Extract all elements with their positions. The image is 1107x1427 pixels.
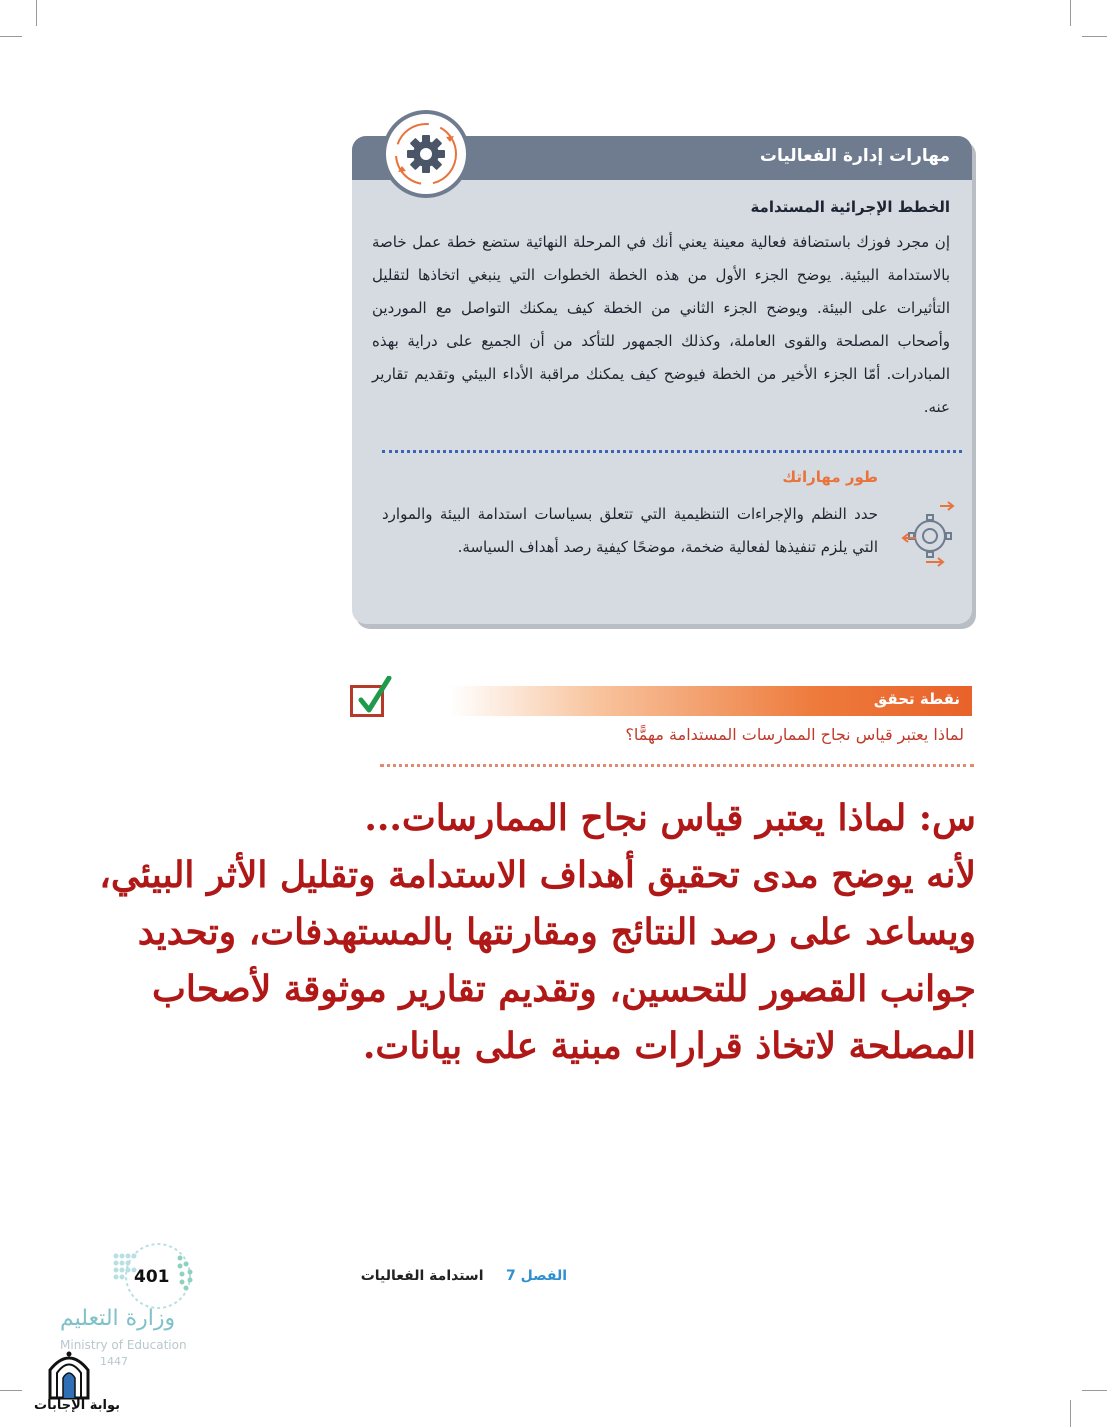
plan-title: الخطط الإجرائية المستدامة xyxy=(750,198,950,216)
answer-line: ويساعد على رصد النتائج ومقارنتها بالمستهدفات، وتحديد xyxy=(137,911,976,953)
crop-mark xyxy=(1070,0,1071,26)
plan-body: إن مجرد فوزك باستضافة فعالية معينة يعني أنك في المرحلة النهائية ستضع خطة عمل خاصة بالاستدامة البيئية. يوضح الجزء الأول من هذه الخطة الخطوات التي ينبغي اتخاذها لتقليل التأثيرات على البيئة. ويوضح الجزء الثاني من الخطة كيف يمكنك التواصل مع الموردين وأصحاب المصلحة والقوى العاملة، وكذلك الجمهور للتأكد من أن الجميع على دراية بهذه المبادرات. أمّا الجزء الأخير من الخطة فيوضح كيف يمكنك مراقبة الأداء البيئي وتقديم تقارير عنه. xyxy=(372,233,950,416)
chapter-name: استدامة الفعاليات xyxy=(360,1268,484,1284)
checkmark-icon xyxy=(350,685,384,717)
crop-mark xyxy=(0,36,22,37)
chapter-label: الفصل 7 xyxy=(505,1268,567,1284)
crop-mark xyxy=(1082,36,1107,37)
crop-mark xyxy=(0,1390,22,1391)
develop-skills-title: طور مهاراتك xyxy=(782,468,878,486)
ministry-year: 1447 xyxy=(100,1355,128,1368)
dotted-separator xyxy=(382,450,962,453)
crop-mark xyxy=(1070,1400,1071,1427)
gear-refresh-icon xyxy=(382,110,470,198)
crop-mark xyxy=(1082,1390,1107,1391)
develop-skills-body: حدد النظم والإجراءات التنظيمية التي تتعلق بسياسات استدامة البيئة والموارد التي يلزم تنفيذها لفعالية ضخمة، موضحًا كيفية رصد أهداف السياسة. xyxy=(382,505,878,556)
checkpoint-question: لماذا يعتبر قياس نجاح الممارسات المستدامة مهمًّا؟ xyxy=(625,725,964,744)
handwritten-answer xyxy=(99,790,976,1075)
portal-label: بوابة الإجابات xyxy=(34,1398,120,1413)
portal-logo-icon xyxy=(46,1348,92,1400)
checkpoint-bar xyxy=(450,686,972,716)
ministry-name-english: Ministry of Education xyxy=(60,1338,187,1352)
answer-line: جوانب القصور للتحسين، وتقديم تقارير موثوقة لأصحاب xyxy=(152,968,976,1010)
gear-arrows-icon xyxy=(896,498,962,572)
answer-line: لأنه يوضح مدى تحقيق أهداف الاستدامة وتقليل الأثر البيئي، xyxy=(99,854,976,896)
footer-chapter xyxy=(361,1268,567,1284)
answer-line: س: لماذا يعتبر قياس نجاح الممارسات... xyxy=(364,797,976,839)
checkpoint-label: نقطة تحقق xyxy=(873,690,960,708)
ministry-name-arabic: وزارة التعليم xyxy=(60,1306,176,1331)
skills-box xyxy=(352,136,972,624)
checkpoint-separator xyxy=(380,764,974,767)
crop-mark xyxy=(36,0,37,26)
answer-line: المصلحة لاتخاذ قرارات مبنية على بيانات. xyxy=(362,1025,976,1067)
page-number: 401 xyxy=(134,1267,170,1287)
skills-title: مهارات إدارة الفعاليات xyxy=(759,146,950,166)
